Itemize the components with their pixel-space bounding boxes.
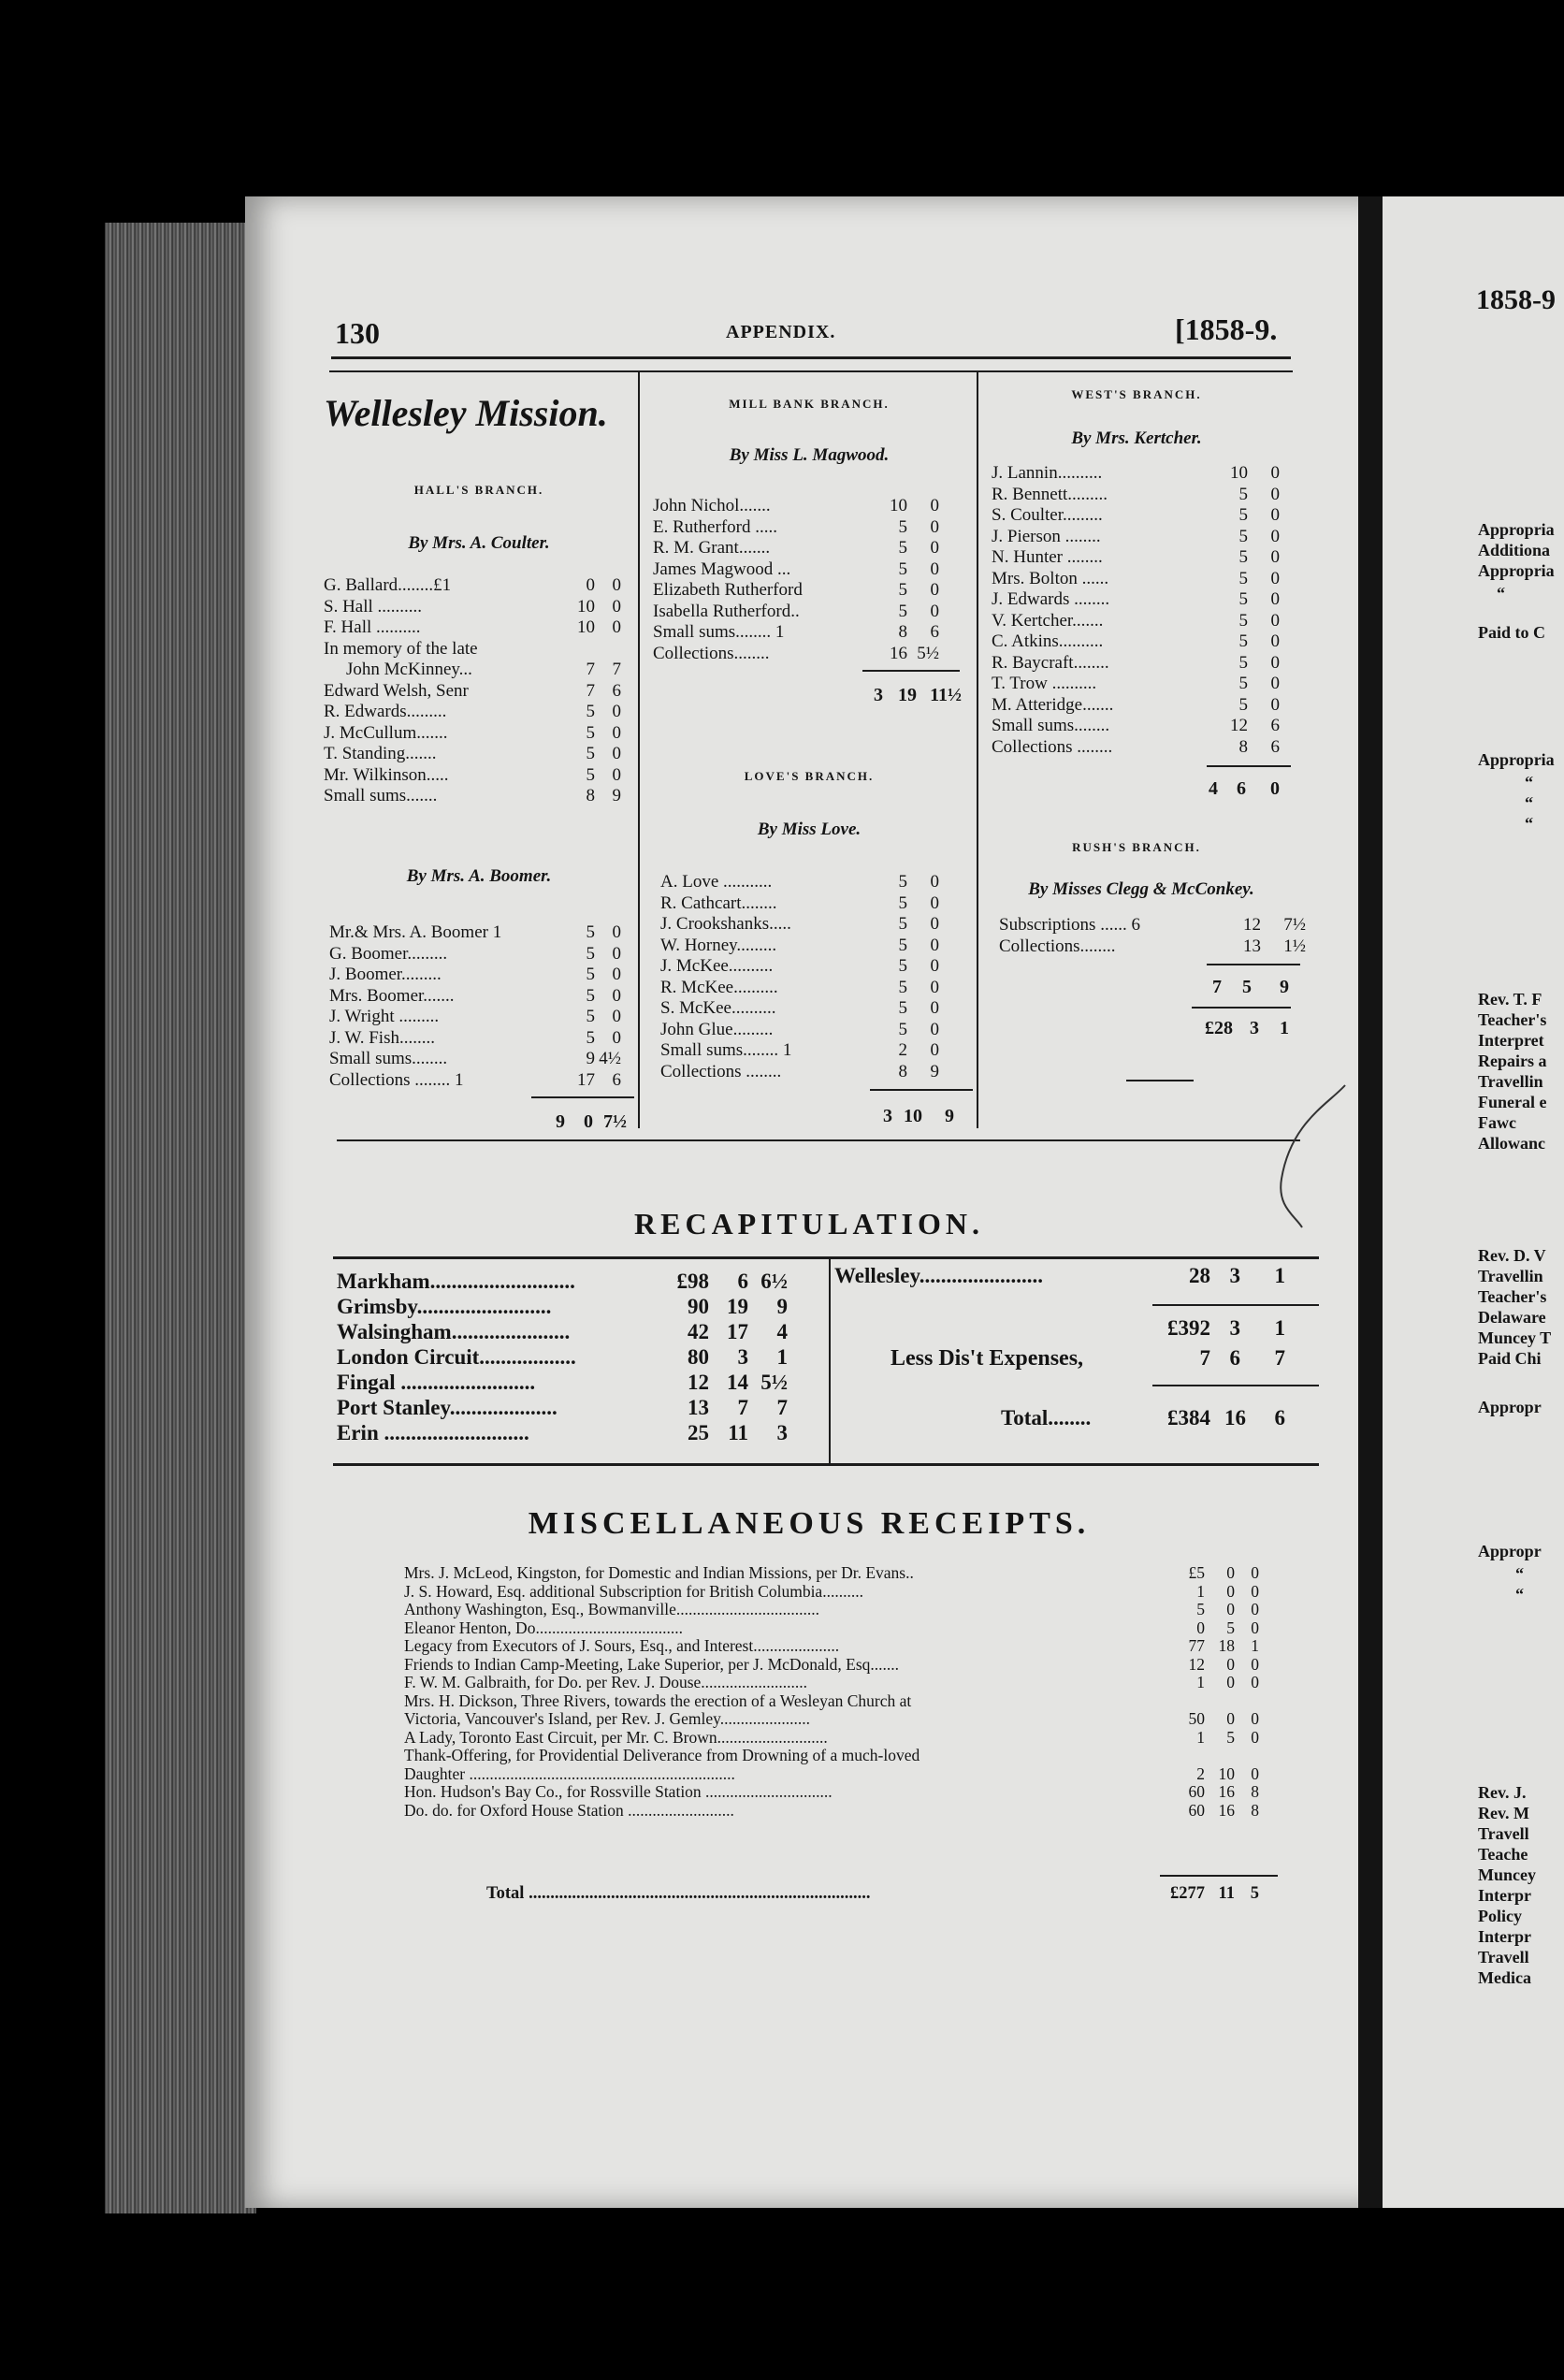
list-item: Small sums........ 1 2 0 xyxy=(660,1040,939,1060)
recap-row: Grimsby......................... 90 19 9 xyxy=(337,1295,788,1318)
misc-receipts-list xyxy=(404,1564,1272,1820)
closing-rule xyxy=(1126,1080,1194,1081)
rushs-total: £28 3 1 xyxy=(1205,1018,1289,1038)
list-item: Collections ........ 8 9 xyxy=(660,1061,939,1081)
list-item: M. Atteridge....... 5 0 xyxy=(992,694,1280,715)
wests-branch-title: WEST'S BRANCH. xyxy=(1071,387,1202,401)
halls-branch-byline: By Mrs. A. Coulter. xyxy=(408,533,550,553)
list-item: G. Boomer......... 5 0 xyxy=(329,943,621,964)
list-item: E. Rutherford ..... 5 0 xyxy=(653,516,939,537)
list-item: Edward Welsh, Senr 7 6 xyxy=(324,680,621,701)
list-item: W. Horney......... 5 0 xyxy=(660,935,939,955)
boomer-list xyxy=(329,922,632,1091)
rushs-branch-title: RUSH'S BRANCH. xyxy=(1072,840,1201,854)
list-item: J. S. Howard, Esq. additional Subscription for British Columbia.......... 1 0 0 xyxy=(404,1581,1259,1601)
misc-total-row: Total ............................................................................... £277 11 5 xyxy=(486,1884,1259,1903)
list-item: T. Standing....... 5 0 xyxy=(324,744,621,763)
list-item: J. McKee.......... 5 0 xyxy=(660,956,939,976)
facing-page xyxy=(1383,196,1564,2208)
list-item: V. Kertcher....... 5 0 xyxy=(992,610,1280,631)
book-gutter xyxy=(1358,196,1383,2208)
sum-rule xyxy=(531,1096,634,1098)
list-item: C. Atkins.......... 5 0 xyxy=(992,631,1280,651)
mission-title: Wellesley Mission. xyxy=(324,392,608,434)
list-item: Legacy from Executors of J. Sours, Esq., and Interest..................... 77 18 1 xyxy=(404,1636,1259,1655)
running-head: APPENDIX. xyxy=(726,322,836,342)
list-item: John McKinney... 7 7 xyxy=(346,660,621,679)
list-item: Anthony Washington, Esq., Bowmanville................................... 5 0 0 xyxy=(404,1600,1259,1618)
misc-sum-rule xyxy=(1160,1875,1278,1877)
list-item: Small sums........ 9 4½ xyxy=(329,1049,621,1068)
list-item: Mrs. Bolton ...... 5 0 xyxy=(992,568,1280,588)
millbank-branch-byline: By Miss L. Magwood. xyxy=(729,445,890,465)
list-item: John Glue......... 5 0 xyxy=(660,1019,939,1039)
list-item: J. W. Fish........ 5 0 xyxy=(329,1027,621,1048)
list-item: G. Ballard........£1 0 0 xyxy=(324,575,621,595)
list-item: F. Hall .......... 10 0 xyxy=(324,617,621,637)
list-item: S. Hall .......... 10 0 xyxy=(324,596,621,617)
list-item: N. Hunter ........ 5 0 xyxy=(992,547,1280,567)
recap-less-rule xyxy=(1152,1385,1319,1386)
list-item: Eleanor Henton, Do.................................... 0 5 0 xyxy=(404,1618,1259,1637)
list-item: J. Pierson ........ 5 0 xyxy=(992,526,1280,546)
loves-list xyxy=(660,872,967,1082)
recap-title: RECAPITULATION. xyxy=(634,1207,984,1241)
list-item: T. Trow .......... 5 0 xyxy=(992,674,1280,693)
column-divider xyxy=(638,372,640,1128)
recap-row: Walsingham...................... 42 17 4 xyxy=(337,1320,788,1343)
page-edge-stack xyxy=(105,223,256,2213)
misc-total xyxy=(486,1882,1272,1905)
facing-page-year: 1858-9 xyxy=(1476,284,1556,315)
list-item: Hon. Hudson's Bay Co., for Rossville Station ............................... 60 16 8 xyxy=(404,1782,1259,1801)
recap-top-rule xyxy=(333,1256,1319,1259)
millbank-total: 3 19 11½ xyxy=(874,685,962,705)
list-item: Small sums........ 12 6 xyxy=(992,716,1280,735)
recap-less xyxy=(834,1347,1311,1370)
wests-total: 4 6 0 xyxy=(1209,778,1280,799)
list-item: R. Edwards......... 5 0 xyxy=(324,702,621,721)
list-item: S. McKee.......... 5 0 xyxy=(660,998,939,1018)
list-item: R. Baycraft........ 5 0 xyxy=(992,652,1280,673)
wests-branch-byline: By Mrs. Kertcher. xyxy=(1071,428,1202,448)
list-item: Mrs. Boomer....... 5 0 xyxy=(329,985,621,1006)
recap-row: Port Stanley.................... 13 7 7 xyxy=(337,1396,788,1419)
page-year: [1858-9. xyxy=(1175,312,1278,346)
list-item: Mrs. H. Dickson, Three Rivers, towards the erection of a Wesleyan Church at xyxy=(404,1691,912,1710)
rushs-branch-byline: By Misses Clegg & McConkey. xyxy=(1028,879,1254,899)
list-item: J. Crookshanks..... 5 0 xyxy=(660,914,939,934)
list-item: John Nichol....... 10 0 xyxy=(653,496,939,515)
boomer-total: 9 0 7½ xyxy=(556,1111,627,1132)
halls-branch-list xyxy=(324,575,632,807)
boomer-byline: By Mrs. A. Boomer. xyxy=(406,866,552,886)
recap-row: London Circuit.................. 80 3 1 xyxy=(337,1345,788,1369)
list-item: Mrs. J. McLeod, Kingston, for Domestic and Indian Missions, per Dr. Evans.. £5 0 0 xyxy=(404,1563,1259,1582)
recap-right xyxy=(834,1265,1311,1287)
millbank-list xyxy=(653,496,967,664)
list-item: Mr.& Mrs. A. Boomer 1 5 0 xyxy=(329,922,621,942)
recap-divider xyxy=(829,1256,831,1464)
list-item: Daughter ................................................................. 2 10 0 xyxy=(404,1763,1259,1783)
list-item: A. Love ........... 5 0 xyxy=(660,872,939,892)
list-item: Collections ........ 8 6 xyxy=(992,736,1280,757)
list-item: Collections........ 13 1½ xyxy=(999,936,1306,956)
list-item: J. Wright ......... 5 0 xyxy=(329,1007,621,1026)
list-item: J. McCullum....... 5 0 xyxy=(324,722,621,743)
list-item: R. Cathcart........ 5 0 xyxy=(660,892,939,913)
recap-row: Markham........................... £98 6 6½ xyxy=(337,1270,788,1293)
rushs-subtotal: 7 5 9 xyxy=(1212,977,1289,997)
list-item: Do. do. for Oxford House Station .......................... 60 16 8 xyxy=(404,1800,1259,1820)
loves-branch-title: LOVE'S BRANCH. xyxy=(744,769,875,783)
list-item: Isabella Rutherford.. 5 0 xyxy=(653,601,939,621)
list-item: Collections........ 16 5½ xyxy=(653,643,939,663)
sum-rule xyxy=(870,1089,973,1091)
loves-total: 3 10 9 xyxy=(883,1106,954,1126)
recap-total xyxy=(834,1407,1311,1429)
list-item: Thank-Offering, for Providential Deliverance from Drowning of a much-loved xyxy=(404,1746,920,1764)
header-rule-2 xyxy=(329,370,1293,372)
rushs-list xyxy=(999,915,1317,957)
list-item: Small sums........ 1 8 6 xyxy=(653,622,939,642)
list-item: J. Lannin.......... 10 0 xyxy=(992,463,1280,483)
loves-branch-byline: By Miss Love. xyxy=(757,820,862,839)
sum-rule xyxy=(1207,964,1300,965)
recap-sum xyxy=(834,1317,1311,1340)
list-item: Elizabeth Rutherford 5 0 xyxy=(653,580,939,600)
recap-total-row: Total........ £384 16 6 xyxy=(1001,1406,1285,1429)
recap-row: Fingal ......................... 12 14 5½ xyxy=(337,1371,788,1394)
recap-left-list xyxy=(337,1270,823,1447)
list-item: Mr. Wilkinson..... 5 0 xyxy=(324,764,621,785)
list-item: R. Bennett......... 5 0 xyxy=(992,484,1280,504)
list-item: R. McKee.......... 5 0 xyxy=(660,977,939,997)
list-item: J. Boomer......... 5 0 xyxy=(329,965,621,984)
recap-wellesley-row: Wellesley....................... 28 3 1 xyxy=(834,1264,1285,1287)
recap-sum-row: £392 3 1 xyxy=(1167,1316,1285,1340)
list-item: In memory of the late xyxy=(324,638,478,659)
sum-rule xyxy=(862,670,960,672)
wests-list xyxy=(992,463,1291,758)
list-item: Victoria, Vancouver's Island, per Rev. J. Gemley...................... 50 0 0 xyxy=(404,1709,1259,1728)
misc-title: MISCELLANEOUS RECEIPTS. xyxy=(528,1506,1091,1541)
recap-less-row: Less Dis't Expenses, 7 6 7 xyxy=(891,1346,1285,1371)
recap-row: Erin ........................... 25 11 3 xyxy=(337,1421,788,1444)
millbank-branch-title: MILL BANK BRANCH. xyxy=(729,397,890,411)
list-item: Friends to Indian Camp-Meeting, Lake Superior, per J. McDonald, Esq....... 12 0 0 xyxy=(404,1654,1259,1674)
list-item: Collections ........ 1 17 6 xyxy=(329,1069,621,1090)
list-item: Subscriptions ...... 6 12 7½ xyxy=(999,915,1306,935)
list-item: James Magwood ... 5 0 xyxy=(653,559,939,579)
sum-rule xyxy=(1207,765,1291,767)
list-item: S. Coulter......... 5 0 xyxy=(992,505,1280,525)
list-item: J. Edwards ........ 5 0 xyxy=(992,589,1280,609)
header-rule xyxy=(331,356,1291,359)
recap-bottom-rule xyxy=(333,1463,1319,1466)
recap-sum-rule xyxy=(1152,1304,1319,1306)
column-divider xyxy=(977,372,978,1128)
list-item: A Lady, Toronto East Circuit, per Mr. C. Brown........................... 1 5 0 xyxy=(404,1727,1259,1747)
list-item: F. W. M. Galbraith, for Do. per Rev. J. Douse.......................... 1 0 0 xyxy=(404,1673,1259,1691)
list-item: R. M. Grant....... 5 0 xyxy=(653,538,939,558)
section-rule xyxy=(337,1139,1300,1141)
page-number: 130 xyxy=(335,316,380,350)
list-item: Small sums....... 8 9 xyxy=(324,786,621,805)
sum-rule xyxy=(1192,1007,1291,1009)
halls-branch-title: HALL'S BRANCH. xyxy=(413,483,544,497)
